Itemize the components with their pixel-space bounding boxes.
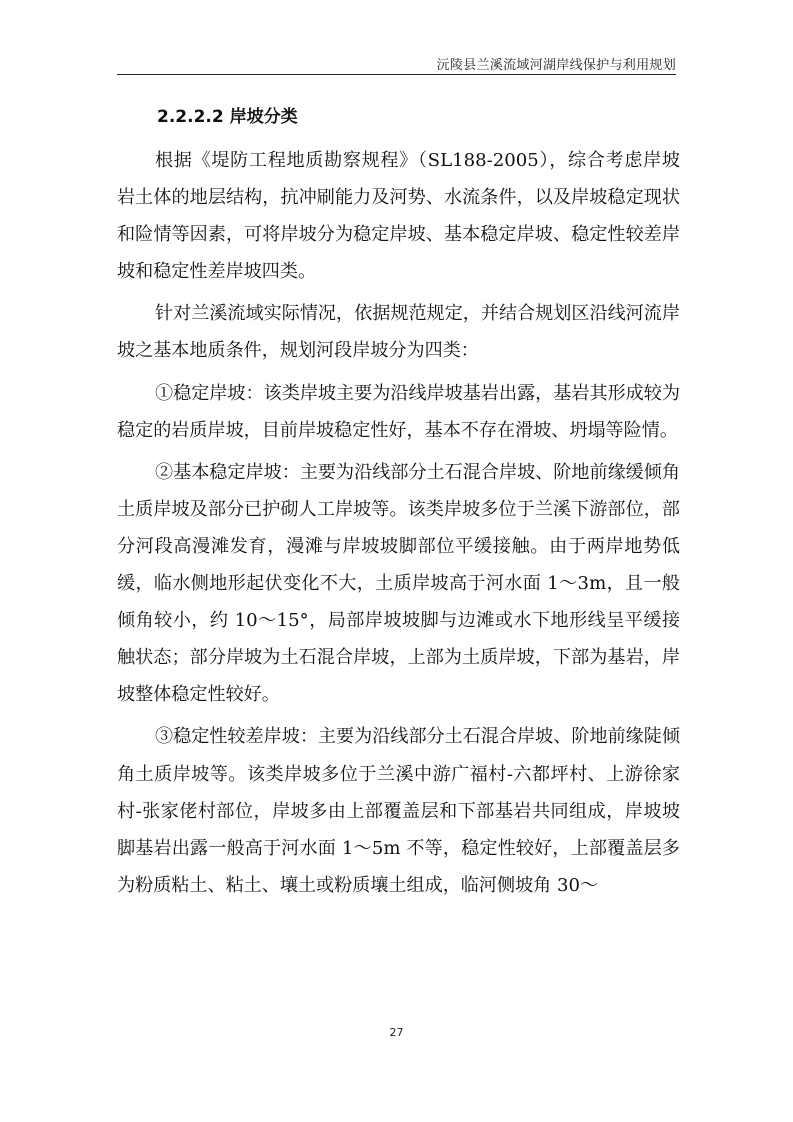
running-header: 沅陵县兰溪流域河湖岸线保护与利用规划 (436, 58, 676, 73)
section-heading: 2.2.2.2 岸坡分类 (157, 107, 298, 127)
header-divider (117, 74, 676, 75)
body-text (117, 142, 680, 909)
paragraph-classification-basis: 根据《堤防工程地质勘察规程》（SL188-2005），综合考虑岸坡岩土体的地层结构，抗冲刷能力及河势、水流条件，以及岸坡稳定现状和险情等因素，可将岸坡分为稳定岸坡、基本稳定岸坡、稳定性较差岸坡和稳定性差岸坡四类。 (117, 150, 680, 283)
paragraph-stable-bank: ①稳定岸坡：该类岸坡主要为沿线岸坡基岩出露，基岩其形成较为稳定的岩质岸坡，目前岸坡稳定性好，基本不存在滑坡、坍塌等险情。 (117, 382, 680, 441)
paragraph-less-stable-bank: ③稳定性较差岸坡：主要为沿线部分土石混合岸坡、阶地前缘陡倾角土质岸坡等。该类岸坡多位于兰溪中游广福村-六都坪村、上游徐家村-张家佬村部位，岸坡多由上部覆盖层和下部基岩共同组成，岸坡坡脚基岩出露一般高于河水面 1～5m 不等，稳定性较好，上部覆盖层多为粉质粘土、粘土、壤土或粉质壤土组成，临河侧坡角 30～ (117, 726, 680, 896)
page-number: 27 (389, 1026, 404, 1039)
paragraph-local-conditions: 针对兰溪流域实际情况，依据规范规定，并结合规划区沿线河流岸坡之基本地质条件，规划河段岸坡分为四类： (117, 303, 680, 362)
paragraph-basically-stable-bank: ②基本稳定岸坡：主要为沿线部分土石混合岸坡、阶地前缘缓倾角土质岸坡及部分已护砌人工岸坡等。该类岸坡多位于兰溪下游部位，部分河段高漫滩发育，漫滩与岸坡坡脚部位平缓接触。由于两岸地势低缓，临水侧地形起伏变化不大，土质岸坡高于河水面 1～3m，且一般倾角较小，约 10～15°，局部岸坡坡脚与边滩或水下地形线呈平缓接触状态；部分岸坡为土石混合岸坡，上部为土质岸坡，下部为基岩，岸坡整体稳定性较好。 (117, 461, 680, 706)
